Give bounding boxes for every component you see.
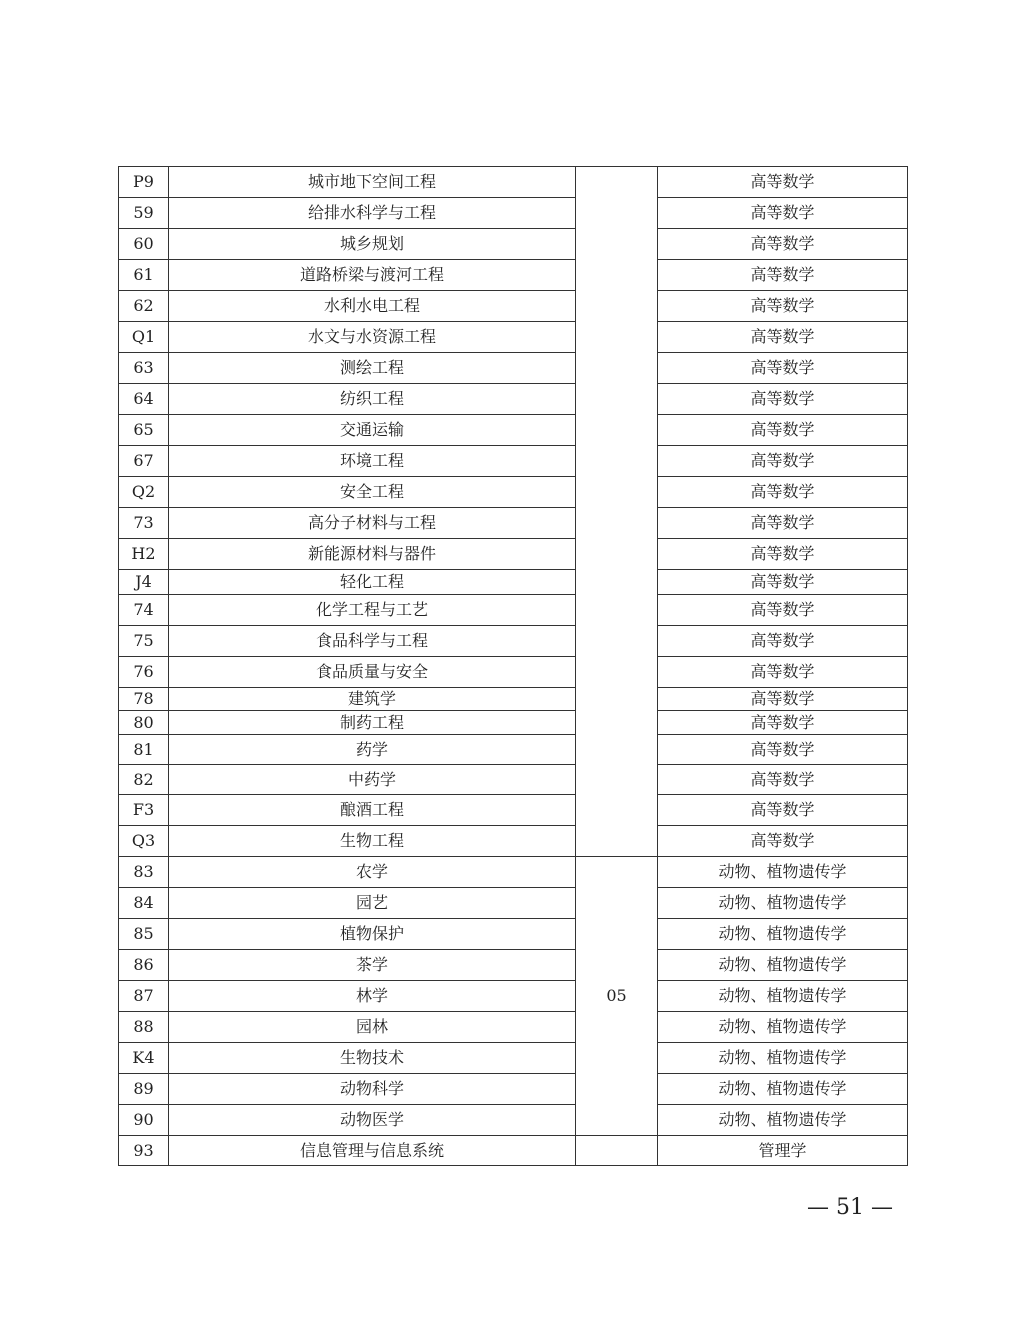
exam-subject-cell: 高等数学 bbox=[658, 508, 908, 539]
major-code-cell: 73 bbox=[119, 508, 169, 539]
major-code-cell: 75 bbox=[119, 626, 169, 657]
table-row bbox=[119, 415, 908, 446]
major-name-cell: 水文与水资源工程 bbox=[169, 322, 576, 353]
exam-subject-cell: 高等数学 bbox=[658, 198, 908, 229]
exam-subject-cell: 动物、植物遗传学 bbox=[658, 1012, 908, 1043]
major-name-cell: 建筑学 bbox=[169, 688, 576, 711]
major-name-cell: 安全工程 bbox=[169, 477, 576, 508]
major-code-cell: F3 bbox=[119, 795, 169, 826]
major-name-cell: 给排水科学与工程 bbox=[169, 198, 576, 229]
table-row bbox=[119, 981, 908, 1012]
major-name-cell: 茶学 bbox=[169, 950, 576, 981]
major-name-cell: 化学工程与工艺 bbox=[169, 595, 576, 626]
table-row bbox=[119, 477, 908, 508]
category-code-cell: 05 bbox=[576, 857, 658, 1136]
major-code-cell: 60 bbox=[119, 229, 169, 260]
major-code-cell: 81 bbox=[119, 735, 169, 765]
table-row bbox=[119, 322, 908, 353]
major-code-cell: 87 bbox=[119, 981, 169, 1012]
major-name-cell: 食品科学与工程 bbox=[169, 626, 576, 657]
exam-subject-cell: 高等数学 bbox=[658, 415, 908, 446]
exam-subject-cell: 高等数学 bbox=[658, 539, 908, 570]
exam-subject-cell: 高等数学 bbox=[658, 167, 908, 198]
major-code-cell: 90 bbox=[119, 1105, 169, 1136]
major-name-cell: 园林 bbox=[169, 1012, 576, 1043]
exam-subject-cell: 高等数学 bbox=[658, 384, 908, 415]
table-row bbox=[119, 1043, 908, 1074]
page-number: — 51 — bbox=[807, 1195, 893, 1220]
table-row bbox=[119, 1136, 908, 1166]
table-row bbox=[119, 765, 908, 795]
exam-subject-cell: 高等数学 bbox=[658, 595, 908, 626]
major-name-cell: 林学 bbox=[169, 981, 576, 1012]
table-row bbox=[119, 198, 908, 229]
exam-subject-cell: 高等数学 bbox=[658, 291, 908, 322]
major-code-cell: Q1 bbox=[119, 322, 169, 353]
table-row bbox=[119, 735, 908, 765]
major-name-cell: 城市地下空间工程 bbox=[169, 167, 576, 198]
table-row bbox=[119, 446, 908, 477]
majors-table bbox=[118, 166, 908, 1166]
major-name-cell: 园艺 bbox=[169, 888, 576, 919]
major-code-cell: 88 bbox=[119, 1012, 169, 1043]
exam-subject-cell: 高等数学 bbox=[658, 657, 908, 688]
exam-subject-cell: 高等数学 bbox=[658, 626, 908, 657]
exam-subject-cell: 高等数学 bbox=[658, 795, 908, 826]
major-code-cell: 64 bbox=[119, 384, 169, 415]
exam-subject-cell: 高等数学 bbox=[658, 260, 908, 291]
exam-subject-cell: 动物、植物遗传学 bbox=[658, 1074, 908, 1105]
major-name-cell: 轻化工程 bbox=[169, 570, 576, 595]
table-row bbox=[119, 950, 908, 981]
major-code-cell: 89 bbox=[119, 1074, 169, 1105]
table-body bbox=[119, 167, 908, 1166]
major-name-cell: 酿酒工程 bbox=[169, 795, 576, 826]
major-code-cell: 85 bbox=[119, 919, 169, 950]
major-name-cell: 农学 bbox=[169, 857, 576, 888]
major-name-cell: 环境工程 bbox=[169, 446, 576, 477]
major-code-cell: 67 bbox=[119, 446, 169, 477]
major-code-cell: 93 bbox=[119, 1136, 169, 1166]
table-row bbox=[119, 626, 908, 657]
major-name-cell: 动物科学 bbox=[169, 1074, 576, 1105]
table-row bbox=[119, 711, 908, 735]
table-row bbox=[119, 795, 908, 826]
major-name-cell: 植物保护 bbox=[169, 919, 576, 950]
major-name-cell: 动物医学 bbox=[169, 1105, 576, 1136]
table-row bbox=[119, 539, 908, 570]
exam-subject-cell: 动物、植物遗传学 bbox=[658, 1043, 908, 1074]
exam-subject-cell: 动物、植物遗传学 bbox=[658, 950, 908, 981]
major-code-cell: 63 bbox=[119, 353, 169, 384]
major-code-cell: 84 bbox=[119, 888, 169, 919]
major-code-cell: H2 bbox=[119, 539, 169, 570]
major-code-cell: J4 bbox=[119, 570, 169, 595]
major-code-cell: Q3 bbox=[119, 826, 169, 857]
table-row bbox=[119, 888, 908, 919]
table-row bbox=[119, 570, 908, 595]
table-row bbox=[119, 595, 908, 626]
major-code-cell: 62 bbox=[119, 291, 169, 322]
major-code-cell: 78 bbox=[119, 688, 169, 711]
exam-subject-cell: 高等数学 bbox=[658, 229, 908, 260]
table-row bbox=[119, 1012, 908, 1043]
table-row bbox=[119, 857, 908, 888]
table-row bbox=[119, 229, 908, 260]
major-code-cell: 74 bbox=[119, 595, 169, 626]
major-name-cell: 药学 bbox=[169, 735, 576, 765]
major-name-cell: 城乡规划 bbox=[169, 229, 576, 260]
exam-subject-cell: 高等数学 bbox=[658, 322, 908, 353]
exam-subject-cell: 高等数学 bbox=[658, 735, 908, 765]
major-code-cell: Q2 bbox=[119, 477, 169, 508]
major-name-cell: 交通运输 bbox=[169, 415, 576, 446]
major-name-cell: 新能源材料与器件 bbox=[169, 539, 576, 570]
major-name-cell: 中药学 bbox=[169, 765, 576, 795]
major-name-cell: 食品质量与安全 bbox=[169, 657, 576, 688]
major-code-cell: 65 bbox=[119, 415, 169, 446]
major-name-cell: 生物工程 bbox=[169, 826, 576, 857]
major-name-cell: 制药工程 bbox=[169, 711, 576, 735]
major-name-cell: 纺织工程 bbox=[169, 384, 576, 415]
exam-subject-cell: 动物、植物遗传学 bbox=[658, 919, 908, 950]
major-code-cell: 80 bbox=[119, 711, 169, 735]
table-row bbox=[119, 384, 908, 415]
exam-subject-cell: 高等数学 bbox=[658, 477, 908, 508]
exam-subject-cell: 高等数学 bbox=[658, 711, 908, 735]
table-row bbox=[119, 353, 908, 384]
major-code-cell: 82 bbox=[119, 765, 169, 795]
exam-subject-cell: 动物、植物遗传学 bbox=[658, 981, 908, 1012]
major-code-cell: K4 bbox=[119, 1043, 169, 1074]
exam-subject-cell: 高等数学 bbox=[658, 688, 908, 711]
table-row bbox=[119, 1074, 908, 1105]
major-code-cell: 59 bbox=[119, 198, 169, 229]
category-code-cell bbox=[576, 1136, 658, 1166]
major-code-cell: 61 bbox=[119, 260, 169, 291]
major-name-cell: 测绘工程 bbox=[169, 353, 576, 384]
table-row bbox=[119, 260, 908, 291]
table-row bbox=[119, 291, 908, 322]
exam-subject-cell: 管理学 bbox=[658, 1136, 908, 1166]
exam-subject-cell: 动物、植物遗传学 bbox=[658, 857, 908, 888]
exam-subject-cell: 高等数学 bbox=[658, 446, 908, 477]
major-name-cell: 道路桥梁与渡河工程 bbox=[169, 260, 576, 291]
exam-subject-cell: 高等数学 bbox=[658, 570, 908, 595]
table-row bbox=[119, 1105, 908, 1136]
table-row bbox=[119, 826, 908, 857]
major-code-cell: 83 bbox=[119, 857, 169, 888]
major-name-cell: 高分子材料与工程 bbox=[169, 508, 576, 539]
table-row bbox=[119, 508, 908, 539]
table-row bbox=[119, 657, 908, 688]
major-code-cell: 76 bbox=[119, 657, 169, 688]
major-name-cell: 水利水电工程 bbox=[169, 291, 576, 322]
major-code-cell: P9 bbox=[119, 167, 169, 198]
exam-subject-cell: 高等数学 bbox=[658, 765, 908, 795]
table-row bbox=[119, 688, 908, 711]
exam-subject-cell: 高等数学 bbox=[658, 353, 908, 384]
category-code-cell bbox=[576, 167, 658, 857]
table-row bbox=[119, 167, 908, 198]
table-row bbox=[119, 919, 908, 950]
major-name-cell: 信息管理与信息系统 bbox=[169, 1136, 576, 1166]
exam-subject-cell: 动物、植物遗传学 bbox=[658, 888, 908, 919]
exam-subject-cell: 高等数学 bbox=[658, 826, 908, 857]
major-code-cell: 86 bbox=[119, 950, 169, 981]
exam-subject-cell: 动物、植物遗传学 bbox=[658, 1105, 908, 1136]
major-name-cell: 生物技术 bbox=[169, 1043, 576, 1074]
